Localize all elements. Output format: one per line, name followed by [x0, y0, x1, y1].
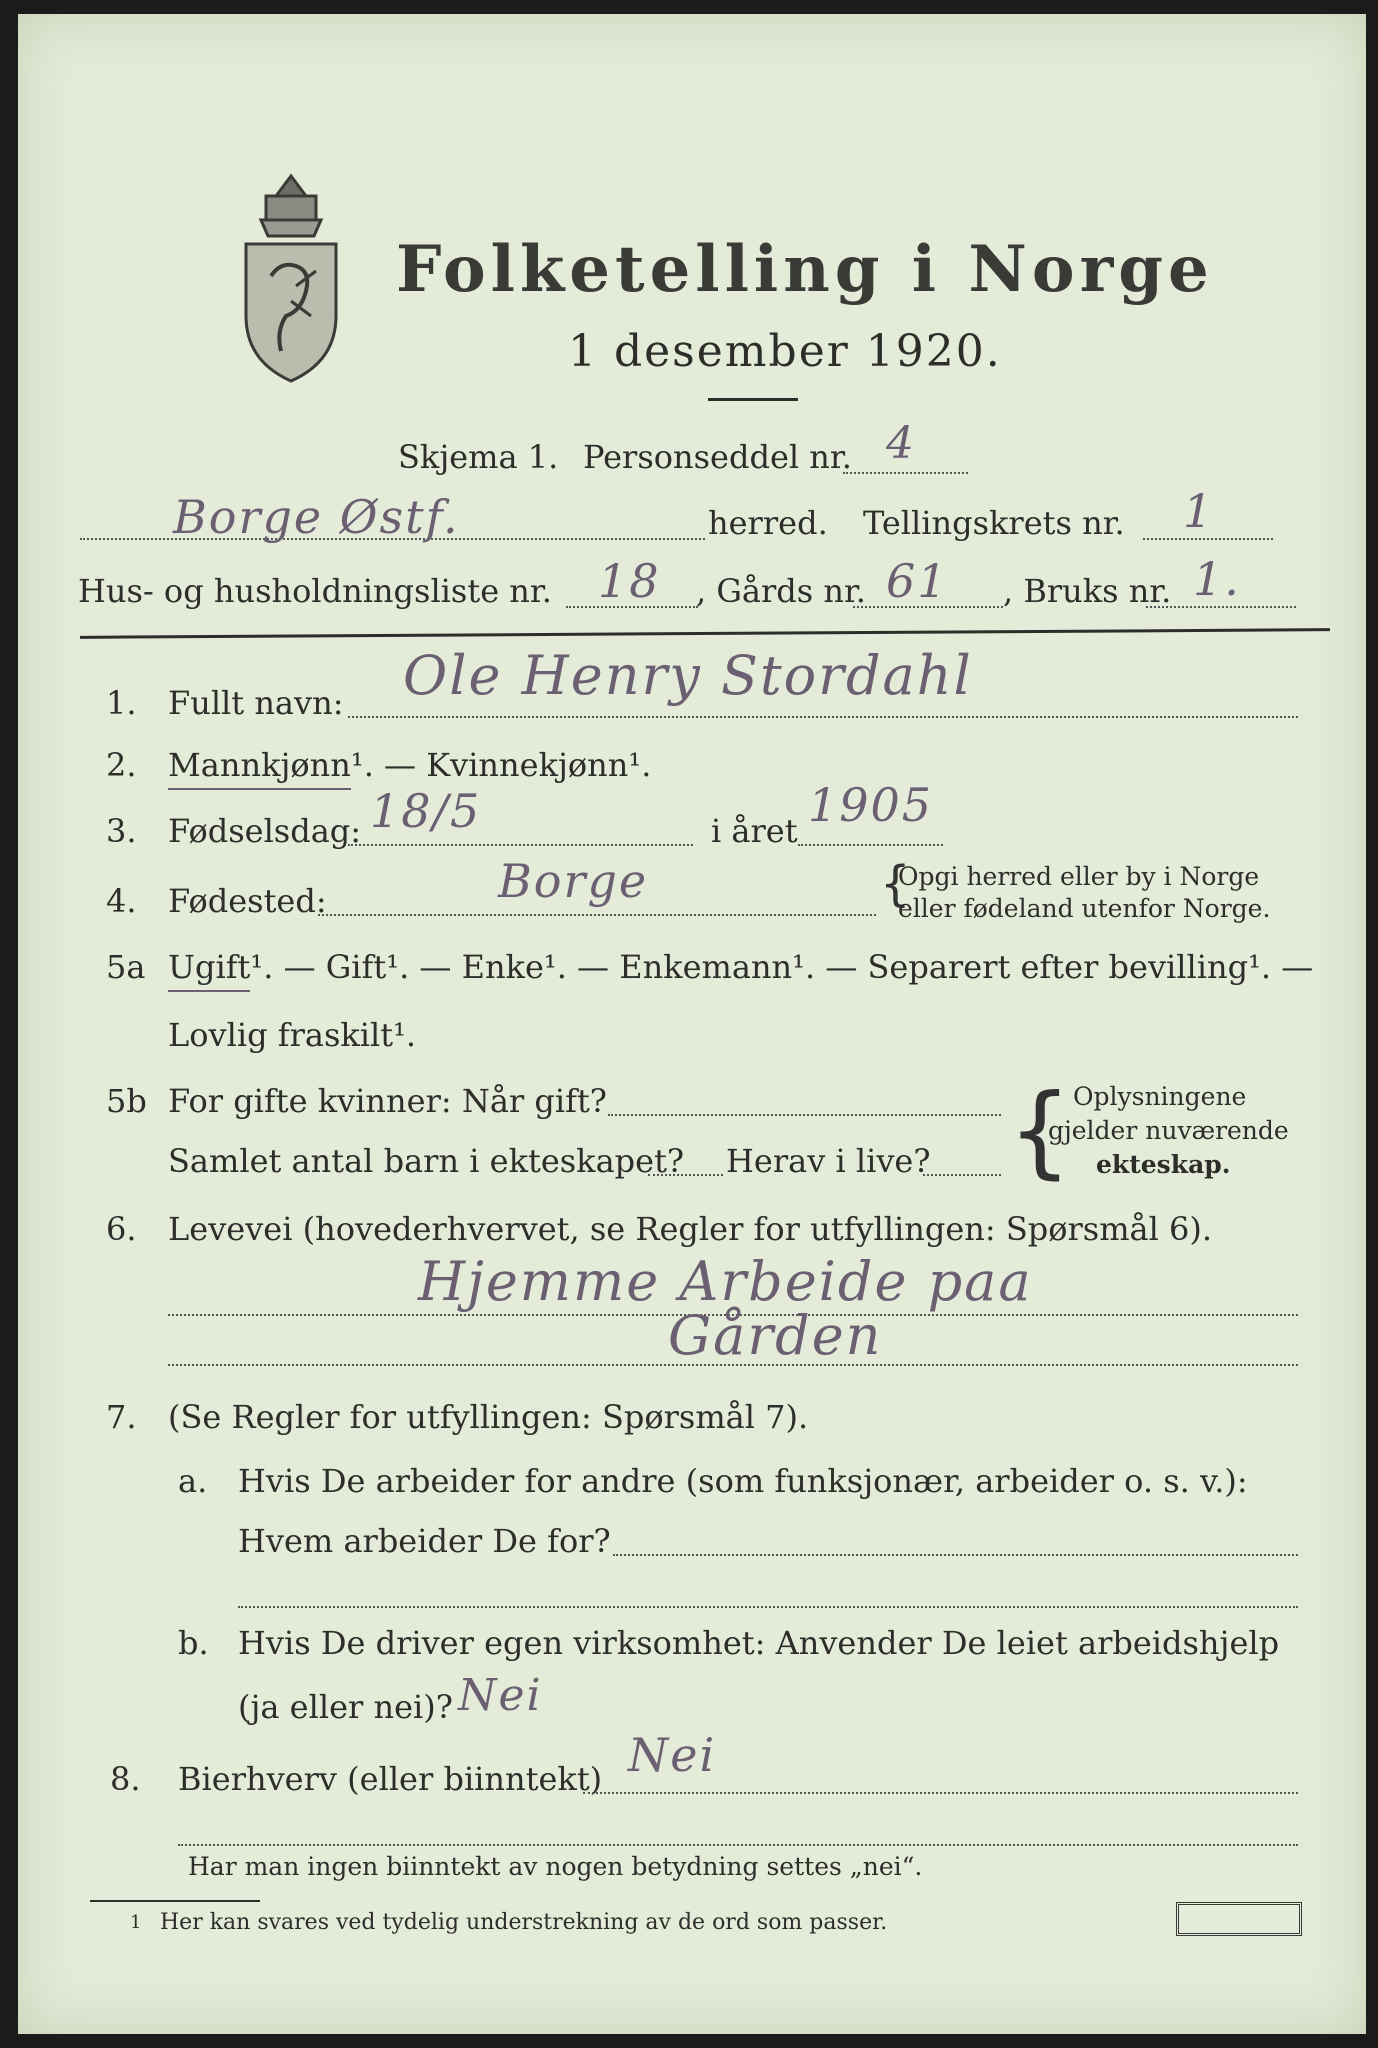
- bruks-line: [1146, 606, 1296, 608]
- q1-line: [348, 716, 1298, 718]
- gender-underline: [168, 788, 351, 790]
- bruks-value[interactable]: 1.: [1193, 552, 1241, 606]
- census-form: [18, 14, 1366, 2034]
- birthday-value[interactable]: 18/5: [370, 784, 482, 838]
- side-income-line-2: [178, 1844, 1298, 1846]
- q8-number: 8.: [110, 1760, 141, 1798]
- form-title: Folketelling i Norge: [396, 232, 1214, 307]
- q3-label: Fødselsdag:: [168, 812, 362, 850]
- gender-options: Mannkjønn¹. — Kvinnekjønn¹.: [168, 746, 652, 784]
- marriage-note-brace: {: [1008, 1072, 1072, 1189]
- tellingskrets-line: [1143, 538, 1273, 540]
- title-divider: [708, 398, 798, 401]
- birthplace-note-brace: {: [880, 856, 911, 912]
- q7-number: 7.: [106, 1398, 137, 1436]
- q7a-letter: a.: [178, 1462, 208, 1500]
- no-side-income-note: Har man ingen biinntekt av nogen betydning settes „nei“.: [188, 1852, 923, 1881]
- birthplace-line: [318, 914, 876, 916]
- year-label: i året: [711, 812, 798, 850]
- q3-number: 3.: [106, 812, 137, 850]
- birthplace-value[interactable]: Borge: [498, 854, 649, 908]
- norwegian-coat-of-arms-emblem: [236, 166, 346, 386]
- personseddel-label: Personseddel nr.: [583, 438, 852, 476]
- hired-help-value[interactable]: Nei: [458, 1670, 543, 1721]
- q2-number: 2.: [106, 746, 137, 784]
- employer-line-2: [238, 1606, 1298, 1608]
- printer-stamp: [1176, 1902, 1302, 1936]
- occupation-value-2[interactable]: Gården: [668, 1304, 883, 1367]
- header-divider: [80, 628, 1330, 639]
- full-name-value[interactable]: Ole Henry Stordahl: [403, 644, 973, 707]
- year-line: [798, 844, 943, 846]
- q7b-yesno-label: (ja eller nei)?: [238, 1688, 453, 1726]
- gards-value[interactable]: 61: [886, 554, 949, 608]
- schema-label: Skjema 1.: [398, 438, 559, 476]
- q8-label: Bierhverv (eller biinntekt): [178, 1760, 603, 1798]
- personseddel-line: [843, 472, 968, 474]
- husliste-value[interactable]: 18: [598, 554, 661, 608]
- birthplace-note-line1: Opgi herred eller by i Norge: [898, 862, 1260, 891]
- herred-label: herred.: [708, 504, 828, 542]
- q5b-alive-label: Herav i live?: [726, 1142, 931, 1180]
- q5b-number: 5b: [106, 1082, 147, 1120]
- q1-number: 1.: [106, 684, 137, 722]
- birth-year-value[interactable]: 1905: [808, 778, 934, 832]
- marital-underline: [168, 990, 250, 992]
- side-income-line-1: [583, 1792, 1298, 1794]
- bruks-label: , Bruks nr.: [1003, 572, 1172, 610]
- marital-status-options: Ugift¹. — Gift¹. — Enke¹. — Enkemann¹. — Separert efter bevilling¹. —: [168, 948, 1314, 986]
- q6-number: 6.: [106, 1210, 137, 1248]
- q4-number: 4.: [106, 882, 137, 920]
- q7b-label: Hvis De driver egen virksomhet: Anvender De leiet arbeidshjelp: [238, 1624, 1280, 1662]
- birthplace-note-line2: eller fødeland utenfor Norge.: [898, 894, 1271, 923]
- marriage-note-line1: Oplysningene: [1073, 1082, 1247, 1111]
- birthday-line: [348, 844, 693, 846]
- marriage-note-line3: ekteskap.: [1096, 1150, 1231, 1179]
- q7b-letter: b.: [178, 1624, 209, 1662]
- footnote-divider: [90, 1900, 260, 1902]
- employer-line-1: [613, 1554, 1298, 1556]
- herred-value[interactable]: Borge Østf.: [173, 490, 460, 544]
- tellingskrets-value[interactable]: 1: [1183, 484, 1215, 538]
- tellingskrets-label: Tellingskrets nr.: [863, 504, 1125, 542]
- occupation-value-1[interactable]: Hjemme Arbeide paa: [418, 1250, 1033, 1313]
- side-income-value[interactable]: Nei: [628, 1728, 717, 1782]
- husliste-label: Hus- og husholdningsliste nr.: [78, 572, 552, 610]
- children-line: [648, 1174, 723, 1176]
- census-date: 1 desember 1920.: [568, 326, 1002, 377]
- marriage-note-line2: gjelder nuværende: [1048, 1116, 1289, 1145]
- q7a-employer-label: Hvem arbeider De for?: [238, 1522, 611, 1560]
- footnote-text: Her kan svares ved tydelig understrekning av de ord som passer.: [160, 1910, 888, 1935]
- footnote-mark: 1: [130, 1912, 142, 1933]
- gards-label: , Gårds nr.: [696, 572, 866, 610]
- q5b-children-label: Samlet antal barn i ekteskapet?: [168, 1142, 685, 1180]
- q5b-married-label: For gifte kvinner: Når gift?: [168, 1082, 607, 1120]
- q6-label: Levevei (hovederhvervet, se Regler for utfyllingen: Spørsmål 6).: [168, 1210, 1213, 1248]
- married-date-line: [608, 1114, 1001, 1116]
- marital-status-options-2: Lovlig fraskilt¹.: [168, 1016, 417, 1054]
- q7-label: (Se Regler for utfyllingen: Spørsmål 7).: [168, 1398, 809, 1436]
- alive-line: [923, 1174, 1001, 1176]
- personseddel-value[interactable]: 4: [886, 418, 916, 469]
- q5a-number: 5a: [106, 948, 146, 986]
- q1-label: Fullt navn:: [168, 684, 344, 722]
- q4-label: Fødested:: [168, 882, 327, 920]
- q7a-label: Hvis De arbeider for andre (som funksjonær, arbeider o. s. v.):: [238, 1462, 1248, 1500]
